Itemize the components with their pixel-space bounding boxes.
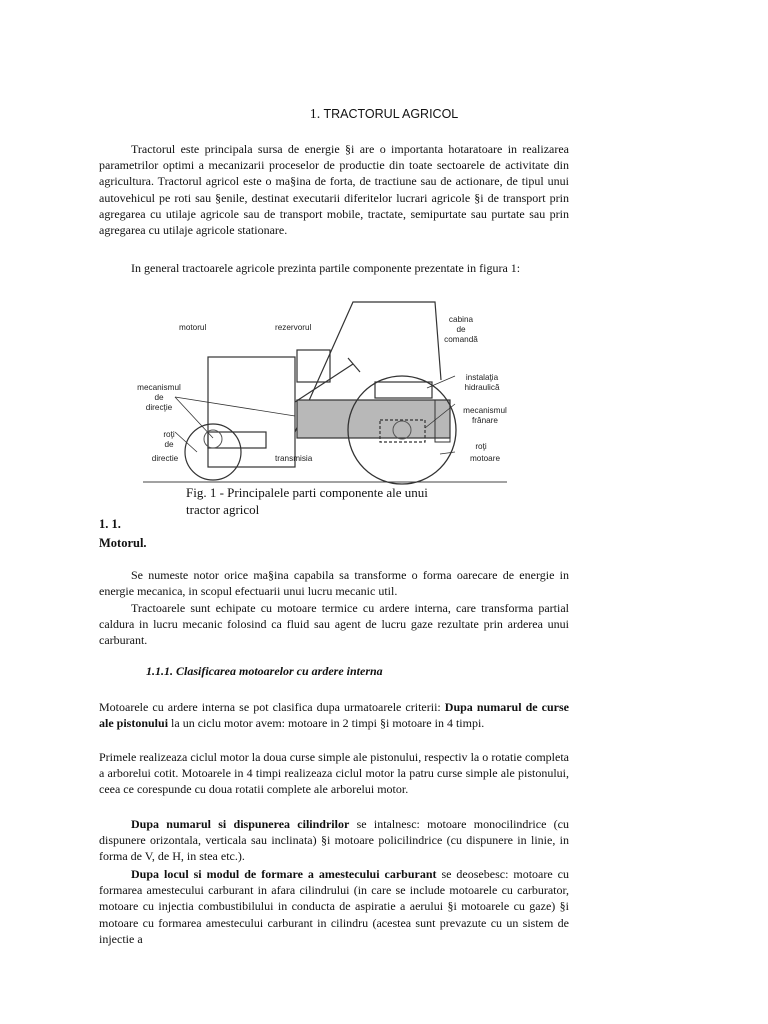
steering-column (295, 364, 353, 402)
page-title (0, 106, 768, 123)
section-number: 1. 1. (99, 517, 121, 531)
classification-paragraph-3 (99, 816, 569, 865)
figure-caption-line-1: Fig. 1 - Principalele parti componente ale unui (186, 485, 428, 500)
section-title: Motorul. (99, 536, 147, 550)
front-wheel-hub (204, 430, 222, 448)
steering-box (208, 432, 266, 448)
label-meca-fr-1: mecanismul (463, 406, 507, 415)
motor-paragraph-2: Tractoarele sunt echipate cu motoare termice cu ardere interna, care transforma partial caldura in lucru mecanic folosind ca fluid sau agent de lucru gaze rezultate prin arderea unui carburant. (99, 601, 569, 648)
label-roti-mot-1: roţi (475, 442, 487, 451)
class-p1-rest: la un ciclu motor avem: motoare in 2 timpi §i motoare in 4 timpi. (168, 716, 485, 731)
label-meca-dir-2: de (154, 393, 164, 402)
leader-steering-mech (175, 397, 295, 416)
label-meca-dir-3: direcţie (145, 403, 173, 412)
engine-hood (208, 357, 295, 467)
classification-paragraph-2: Primele realizeaza ciclul motor la doua curse simple ale pistonului, respectiv la o rotatie completa a arborelui cotit. Motoarele in 4 timpi realizeaza ciclul motor la patru curse simple ale pistonului, ceea ce corespunde cu doua rotatii complete ale arborelui motor. (99, 750, 569, 797)
intro-paragraph-1: Tractorul este principala sursa de energie §i are o importanta hotaratoare in realizarea parametrilor optimi a mecanizarii proceselor de productie din toate sectoarele de activitate din agricultura. Tractorul agricol este o ma§ina de forta, de tractiune sau de actionare, de tipul unui autovehicul pe roti sau §enile, destinat executarii diferitelor lucrari agricole §i de transport prin agregarea cu utilaje agricole sau de transport mobile, tractate, semipurtate sau purtate sau prin agregarea cu utilaje agricole stationare. (99, 142, 569, 238)
tractor-figure (135, 292, 515, 488)
label-cabina-2: de (456, 325, 466, 334)
label-motorul: motorul (179, 323, 207, 332)
label-roti-dir-2: de (164, 440, 174, 449)
class-p4-rest: se deosebesc: motoare cu formarea amestecului carburant in afara cilindrului (in care se include motoarele cu carburator, motoare cu injectia combustibilului in conducta de aspiratie a aerului §i motoarele cu gaze) §i motoare cu formarea amestecului carburant in cilindru (acestea sunt prevazute cu un sistem de injectie a (99, 867, 569, 946)
motor-paragraph-1: Se numeste notor orice ma§ina capabila sa transforme o forma oarecare de energie in energie mecanica, in scopul efectuarii unui lucru mecanic util. (99, 568, 569, 599)
leader-front-wheels (175, 432, 197, 452)
label-instal-1: instalaţia (465, 373, 499, 382)
hydraulic-box (375, 382, 432, 398)
title-number: 1. (309, 107, 321, 122)
transmission-block (297, 400, 450, 438)
label-meca-dir-1: mecanismul (137, 383, 181, 392)
class-p3-rest: se intalnesc: motoare monocilindrice (cu dispunere orizontala, verticala sau inclinata) §i motoare policilindrice (cu dispunere in linie, in forma de V, de H, in stea etc.). (99, 817, 570, 864)
label-instal-2: hidraulică (464, 383, 500, 392)
label-rezervorul: rezervorul (275, 323, 312, 332)
classification-paragraph-1 (99, 699, 569, 731)
classification-paragraph-4 (99, 866, 569, 947)
figure-caption (186, 484, 506, 518)
intro-paragraph-2: In general tractoarele agricole prezinta partile componente prezentate in figura 1: (131, 261, 521, 275)
leader-rear-wheels (440, 452, 455, 454)
class-p1-text: Motoarele cu ardere interna se pot clasifica dupa urmatoarele criterii: (99, 700, 445, 714)
subsection-title: 1.1.1. Clasificarea motoarelor cu ardere interna (146, 664, 383, 678)
tractor-diagram (135, 292, 515, 488)
label-cabina-1: cabina (448, 315, 474, 324)
class-p3-bold: Dupa numarul si dispunerea cilindrilor (131, 817, 350, 831)
label-roti-dir-1: roţi (163, 430, 175, 439)
class-p4-bold: Dupa locul si modul de formare a amestecului carburant (131, 867, 437, 881)
label-transmisia: transmisia (275, 454, 313, 463)
figure-caption-line-2: tractor agricol (186, 502, 260, 517)
label-cabina-3: comandă (444, 335, 478, 344)
label-meca-fr-2: frânare (472, 416, 498, 425)
title-text: TRACTORUL AGRICOL (323, 107, 459, 121)
class-p1-bold: Dupa numarul de curse ale pistonului (99, 700, 569, 731)
label-roti-mot-2: motoare (469, 454, 501, 463)
label-roti-dir-3: directie (151, 454, 179, 463)
steering-wheel (348, 358, 360, 372)
